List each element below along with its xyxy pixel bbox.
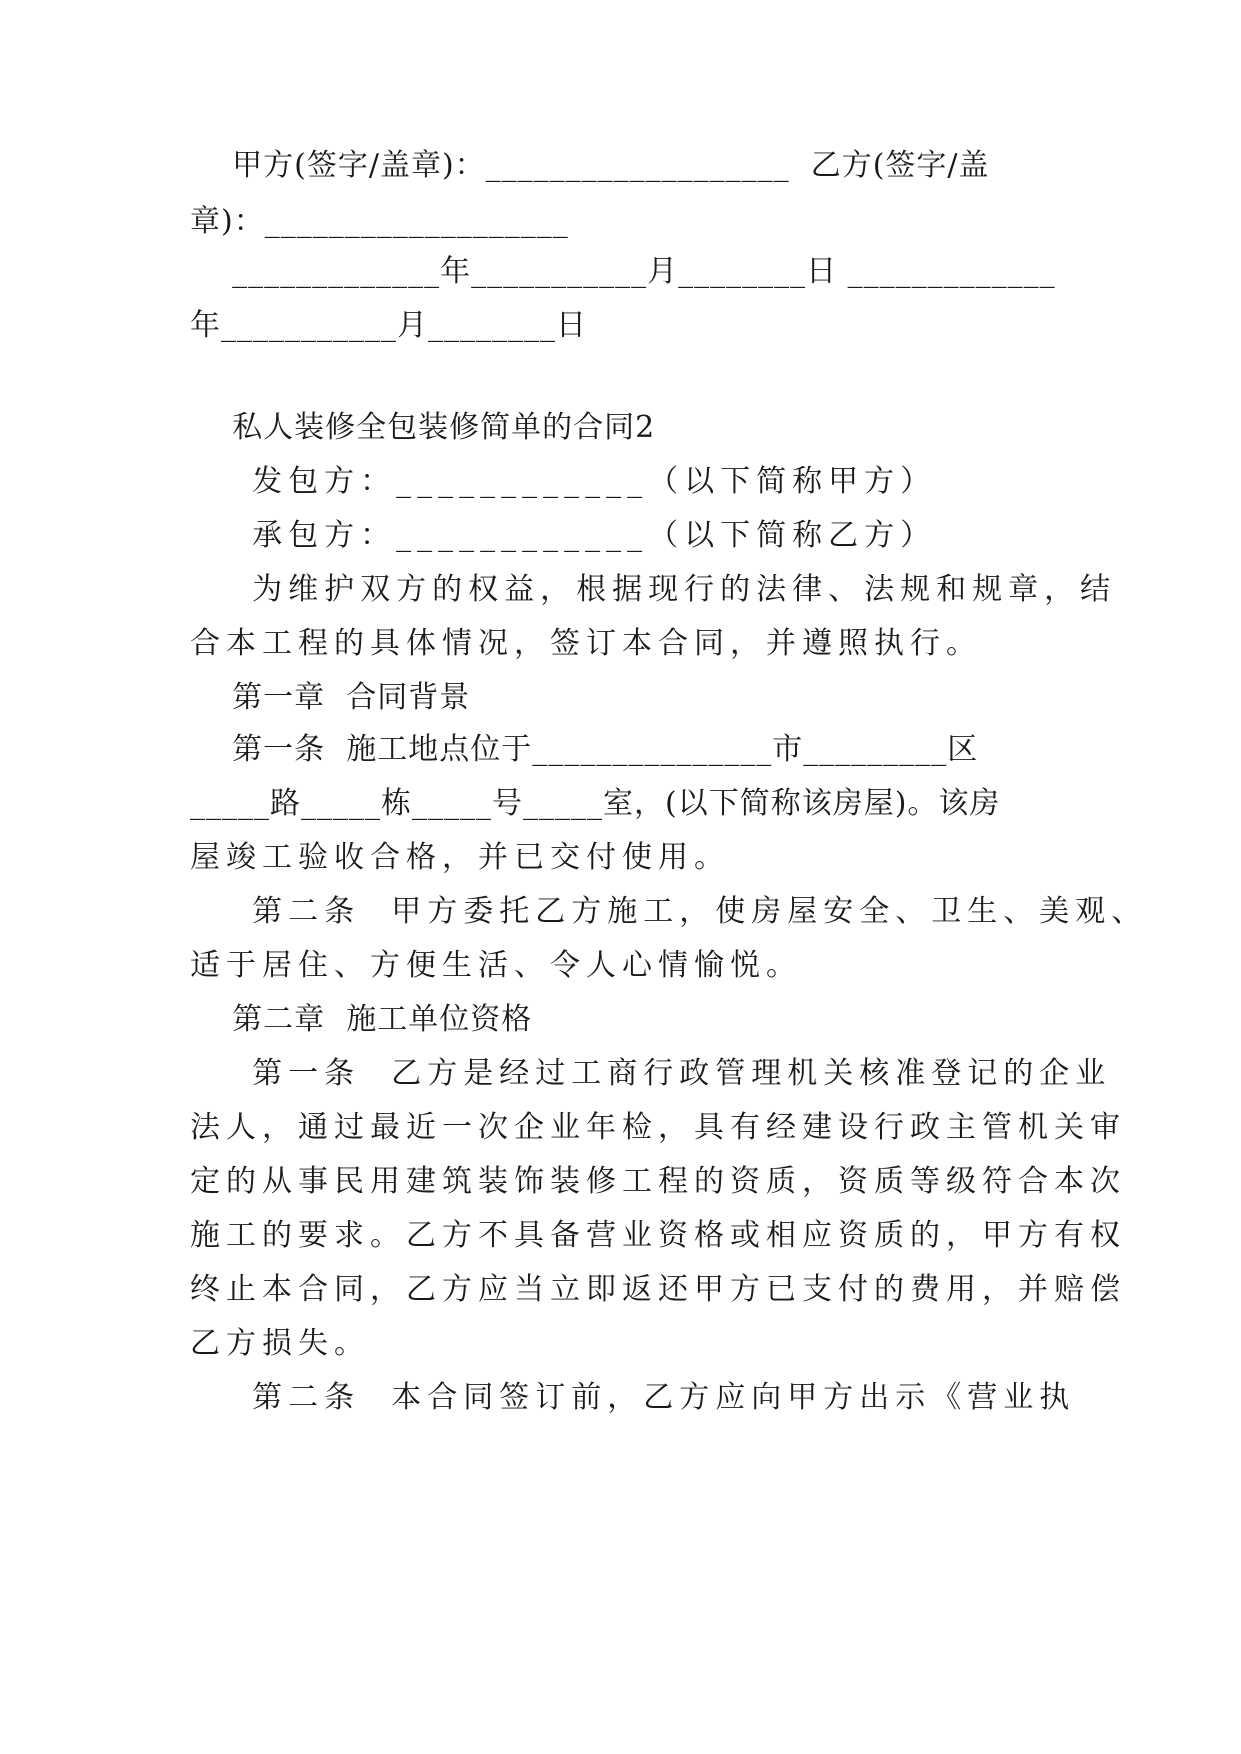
date-line-party-a: _____________年___________月________日 _____________ <box>190 254 1056 289</box>
chapter-2-article-1-line-4: 施工的要求。乙方不具备营业资格或相应资质的，甲方有权 <box>190 1218 1126 1253</box>
contractor-line: 承包方：____________（以下简称乙方） <box>190 518 937 553</box>
signature-line-party-a: 甲方(签字/盖章)：___________________ 乙方(签字/盖 <box>190 148 990 183</box>
chapter-2-article-1-line-2: 法人，通过最近一次企业年检，具有经建设行政主管机关审 <box>190 1110 1126 1145</box>
chapter-2-article-1-line-1: 第一条 乙方是经过工商行政管理机关核准登记的企业 <box>190 1056 1112 1091</box>
chapter-2-article-1-line-5: 终止本合同，乙方应当立即返还甲方已支付的费用，并赔偿 <box>190 1272 1126 1307</box>
employer-line: 发包方：____________（以下简称甲方） <box>190 464 937 499</box>
contract-title: 私人装修全包装修简单的合同2 <box>190 410 656 445</box>
chapter-1-article-1-line-2: _____路_____栋_____号_____室，(以下简称该房屋)。该房 <box>190 786 1001 821</box>
preamble-line-2: 合本工程的具体情况，签订本合同，并遵照执行。 <box>190 626 982 661</box>
chapter-1-heading: 第一章 合同背景 <box>190 680 471 715</box>
chapter-2-article-1-line-6: 乙方损失。 <box>190 1326 370 1361</box>
date-line-party-b: 年___________月________日 <box>190 308 587 343</box>
chapter-2-article-1-line-3: 定的从事民用建筑装饰装修工程的资质，资质等级符合本次 <box>190 1164 1126 1199</box>
chapter-1-article-2-line-2: 适于居住、方便生活、令人心情愉悦。 <box>190 948 802 983</box>
chapter-1-article-1-line-3: 屋竣工验收合格，并已交付使用。 <box>190 840 730 875</box>
chapter-2-heading: 第二章 施工单位资格 <box>190 1002 533 1037</box>
chapter-1-article-2-line-1: 第二条 甲方委托乙方施工，使房屋安全、卫生、美观、 <box>190 894 1148 929</box>
preamble-line-1: 为维护双方的权益，根据现行的法律、法规和规章，结 <box>190 572 1117 607</box>
chapter-2-article-2-line-1: 第二条 本合同签订前，乙方应向甲方出示《营业执 <box>190 1380 1076 1415</box>
signature-line-party-b: 章)：___________________ <box>190 204 569 239</box>
chapter-1-article-1-line-1: 第一条 施工地点位于_______________市_________区 <box>190 732 979 767</box>
